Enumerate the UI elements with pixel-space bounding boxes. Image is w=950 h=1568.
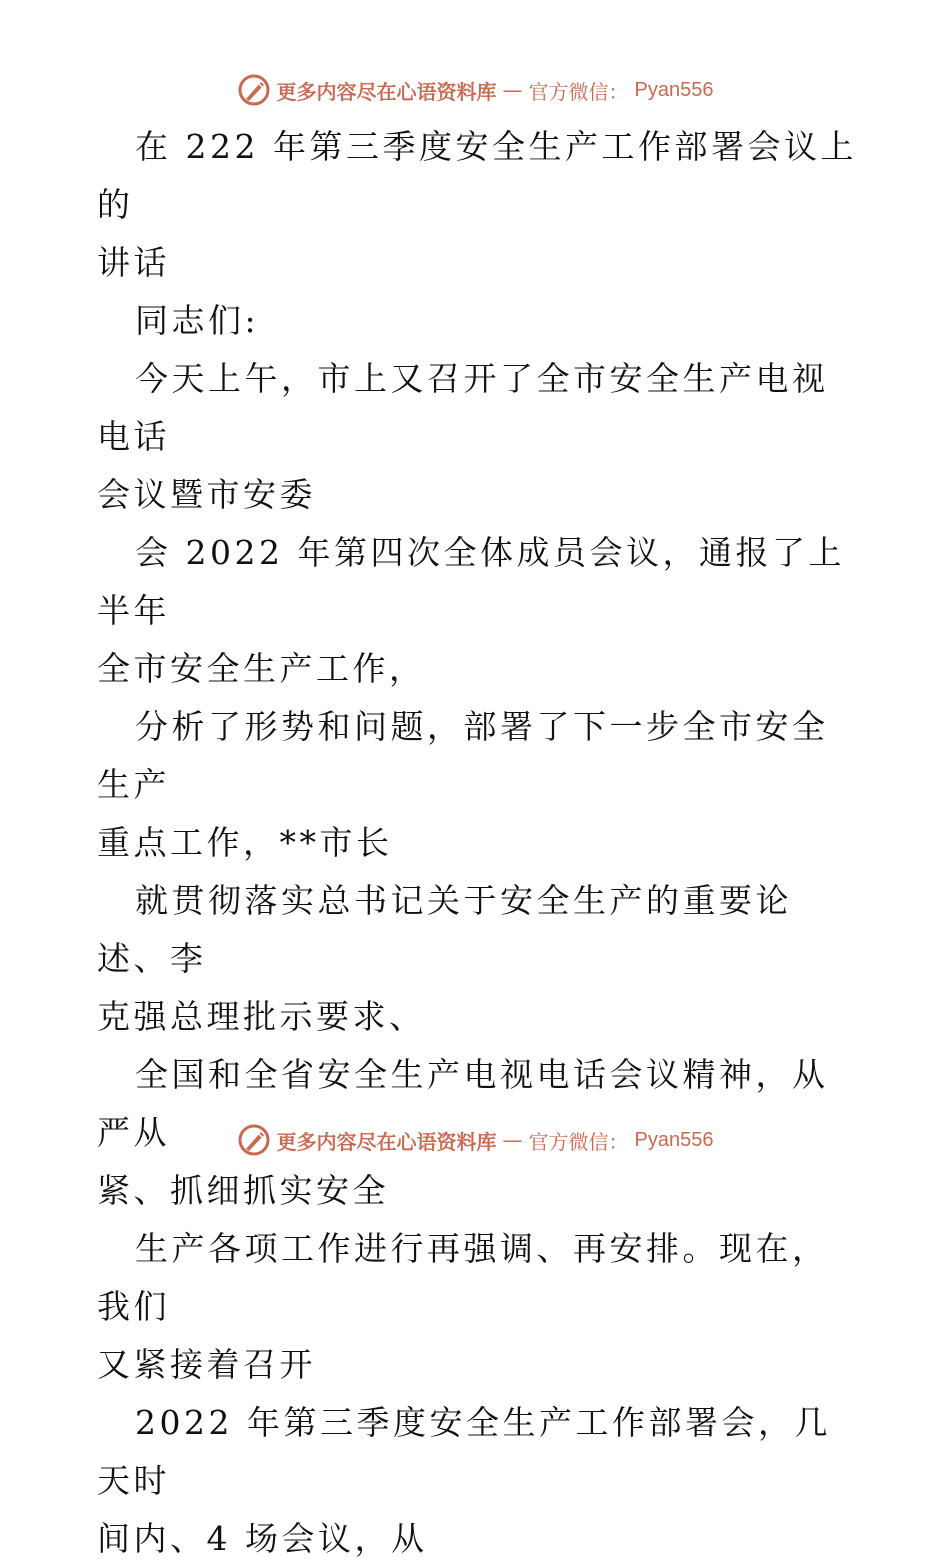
paragraph-line: 同志们: xyxy=(135,301,260,340)
paragraph-line: 全市安全生产工作， xyxy=(97,649,426,688)
paragraph xyxy=(97,1220,857,1394)
paragraph-line: 克强总理批示要求、 xyxy=(97,997,426,1036)
paragraph xyxy=(97,350,857,524)
quill-pen-logo-icon xyxy=(237,1123,271,1157)
watermark-brand: 更多内容尽在心语资料库 xyxy=(276,1129,497,1154)
watermark-brand: 更多内容尽在心语资料库 xyxy=(276,79,497,104)
watermark-wechat-label: 官方微信： xyxy=(528,79,629,104)
paragraph-salutation xyxy=(97,292,857,350)
header-watermark xyxy=(0,70,950,110)
paragraph-line: 会议暨市安委 xyxy=(97,475,316,514)
paragraph xyxy=(97,524,857,698)
paragraph-line: 在 222 年第三季度安全生产工作部署会议上的 xyxy=(97,127,857,224)
paragraph-line: 会 2022 年第四次全体成员会议，通报了上半年 xyxy=(97,533,845,630)
paragraph-line: 分析了形势和问题，部署了下一步全市安全生产 xyxy=(97,707,829,804)
quill-pen-logo-icon xyxy=(237,73,271,107)
paragraph-line: 重点工作，**市长 xyxy=(97,823,393,862)
paragraph xyxy=(97,698,857,872)
watermark-wechat-label: 官方微信： xyxy=(528,1129,629,1154)
paragraph-title xyxy=(97,118,857,292)
paragraph xyxy=(97,872,857,1046)
watermark-dash: — xyxy=(502,78,523,102)
paragraph-line: 又紧接着召开 xyxy=(97,1345,316,1384)
paragraph-line: 紧、抓细抓实安全 xyxy=(97,1171,389,1210)
paragraph-line: 全国和全省安全生产电视电话会议精神，从严从 xyxy=(97,1055,829,1152)
paragraph xyxy=(97,1394,857,1568)
paragraph-line: 讲话 xyxy=(97,243,170,282)
paragraph-line: 今天上午，市上又召开了全市安全生产电视电话 xyxy=(97,359,829,456)
document-body xyxy=(97,118,857,1568)
paragraph-line: 间内、4 场会议，从 xyxy=(97,1519,428,1558)
paragraph-line: 就贯彻落实总书记关于安全生产的重要论述、李 xyxy=(97,881,792,978)
paragraph-line: 2022 年第三季度安全生产工作部署会，几天时 xyxy=(97,1403,831,1500)
footer-watermark xyxy=(0,1120,950,1160)
watermark-wechat-id: Pyan556 xyxy=(634,1128,714,1151)
watermark-dash: — xyxy=(502,1128,523,1152)
watermark-wechat-id: Pyan556 xyxy=(634,78,714,101)
paragraph-line: 生产各项工作进行再强调、再安排。现在，我们 xyxy=(97,1229,829,1326)
